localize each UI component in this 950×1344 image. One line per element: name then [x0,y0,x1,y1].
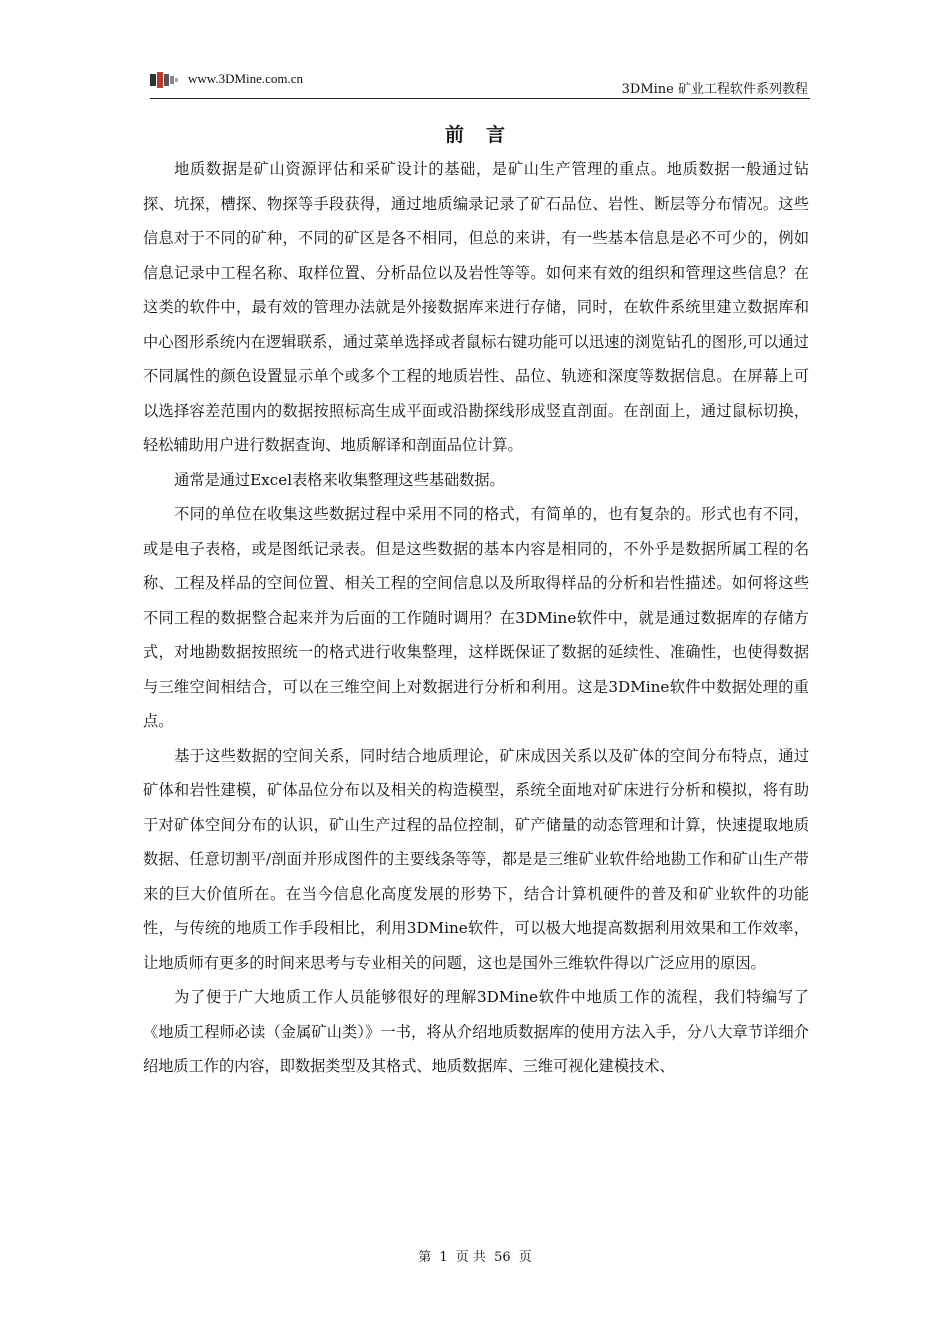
paragraph-5: 为了便于广大地质工作人员能够很好的理解3DMine软件中地质工作的流程，我们特编写了《地质工程师必读（金属矿山类）》一书，将从介绍地质数据库的使用方法入手，分八大章节详细介绍地质工作的内容，即数据类型及其格式、地质数据库、三维可视化建模技术、 [143,988,809,1075]
header-divider [150,98,810,99]
page-header [150,62,810,102]
3dmine-logo-icon [150,71,182,89]
paragraph-1: 地质数据是矿山资源评估和采矿设计的基础，是矿山生产管理的重点。地质数据一般通过钻探、坑探，槽探、物探等手段获得，通过地质编录记录了矿石品位、岩性、断层等分布情况。这些信息对于不同的矿种，不同的矿区是各不相同，但总的来讲，有一些基本信息是必不可少的，例如信息记录中工程名称、取样位置、分析品位以及岩性等等。如何来有效的组织和管理这些信息？在这类的软件中，最有效的管理办法就是外接数据库来进行存储，同时，在软件系统里建立数据库和中心图形系统内在逻辑联系，通过菜单选择或者鼠标右键功能可以迅速的浏览钻孔的图形,可以通过不同属性的颜色设置显示单个或多个工程的地质岩性、品位、轨迹和深度等数据信息。在屏幕上可以选择容差范围内的数据按照标高生成平面或沿勘探线形成竖直剖面。在剖面上，通过鼠标切换，轻松辅助用户进行数据查询、地质解译和剖面品位计算。 [143,160,809,454]
paragraph-4: 基于这些数据的空间关系，同时结合地质理论，矿床成因关系以及矿体的空间分布特点，通过矿体和岩性建模，矿体品位分布以及相关的构造模型，系统全面地对矿床进行分析和模拟，将有助于对矿体空间分布的认识，矿山生产过程的品位控制，矿产储量的动态管理和计算，快速提取地质数据、任意切割平/剖面并形成图件的主要线条等等，都是是三维矿业软件给地勘工作和矿山生产带来的巨大价值所在。在当今信息化高度发展的形势下，结合计算机硬件的普及和矿业软件的功能性，与传统的地质工作手段相比，利用3DMine软件，可以极大地提高数据利用效果和工作效率，让地质师有更多的时间来思考与专业相关的问题，这也是国外三维软件得以广泛应用的原因。 [143,746,809,972]
page-footer [0,1246,950,1265]
footer-label-end: 页 [518,1250,532,1265]
footer-total-pages: 56 [494,1250,511,1265]
footer-page-number: 1 [439,1250,448,1265]
paragraph-3: 不同的单位在收集这些数据过程中采用不同的格式，有简单的，也有复杂的。形式也有不同，或是电子表格，或是图纸记录表。但是这些数据的基本内容是相同的，不外乎是数据所属工程的名称、工程及样品的空间位置、相关工程的空间信息以及所取得样品的分析和岩性描述。如何将这些不同工程的数据整合起来并为后面的工作随时调用？在3DMine软件中，就是通过数据库的存储方式，对地勘数据按照统一的格式进行收集整理，这样既保证了数据的延续性、准确性，也使得数据与三维空间相结合，可以在三维空间上对数据进行分析和利用。这是3DMine软件中数据处理的重点。 [143,505,809,730]
paragraph-2: 通常是通过Excel表格来收集整理这些基础数据。 [174,470,505,489]
site-url: www.3DMine.com.cn [188,71,304,86]
series-title: 3DMine 矿业工程软件系列教程 [621,82,808,97]
body-text [143,152,809,1084]
footer-label-of: 页 共 [455,1250,486,1265]
page-title: 前言 [444,124,527,146]
footer-label-page: 第 [418,1250,432,1265]
